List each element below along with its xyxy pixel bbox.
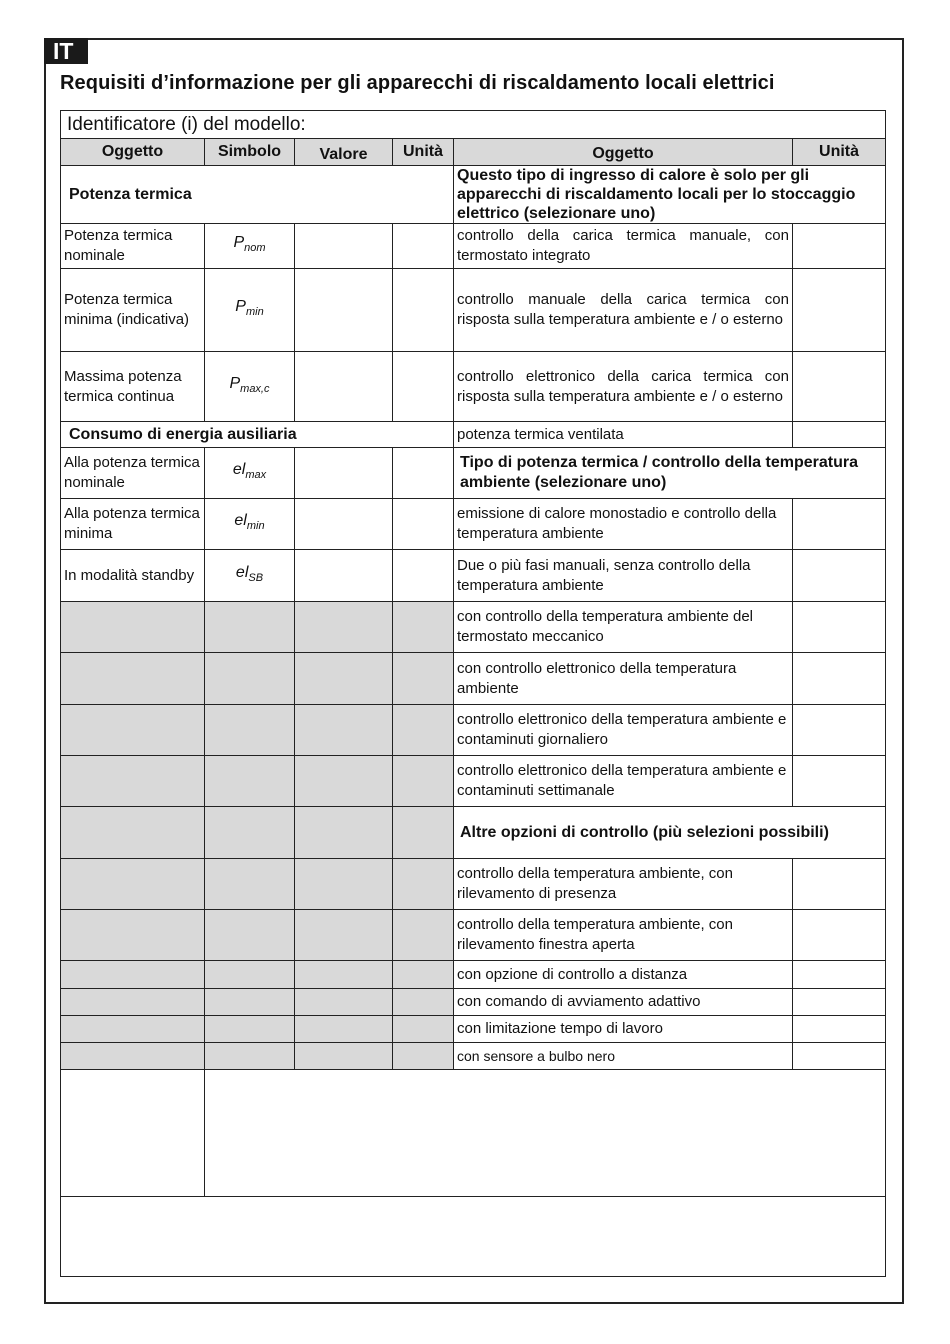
contact-label-cell[interactable]: [61, 1070, 205, 1197]
model-identifier[interactable]: Identificatore (i) del modello:: [61, 111, 886, 139]
value-cell[interactable]: [295, 448, 393, 499]
option-check-cell[interactable]: [793, 989, 886, 1016]
option-label: controllo elettronico della carica termica con risposta sulla temperatura ambiente e / o esterno: [454, 352, 793, 422]
blank-cell: [393, 653, 454, 705]
blank-cell: [61, 705, 205, 756]
option-check-cell[interactable]: [793, 910, 886, 961]
header-oggetto-2: Oggetto: [454, 139, 793, 166]
option-check-cell[interactable]: [793, 269, 886, 352]
section-heading-storage: Questo tipo di ingresso di calore è solo per gli apparecchi di riscaldamento locali per lo stoccaggio elettrico (selezionare uno): [454, 166, 886, 224]
option-label: controllo elettronico della temperatura ambiente e contaminuti settimanale: [454, 756, 793, 807]
unit-cell[interactable]: [393, 550, 454, 602]
language-badge: IT: [44, 38, 88, 64]
option-label: con controllo elettronico della temperatura ambiente: [454, 653, 793, 705]
blank-cell: [61, 602, 205, 653]
row-label: Alla potenza termica nominale: [61, 448, 205, 499]
option-check-cell[interactable]: [793, 756, 886, 807]
unit-cell[interactable]: [393, 224, 454, 269]
section-potenza-termica: Potenza termica: [61, 166, 454, 224]
row-label: Potenza termica minima (indicativa): [61, 269, 205, 352]
blank-cell: [393, 1016, 454, 1043]
blank-cell: [205, 602, 295, 653]
blank-cell: [393, 1043, 454, 1070]
blank-cell: [295, 602, 393, 653]
blank-cell: [205, 910, 295, 961]
blank-cell: [205, 859, 295, 910]
section-consumo: Consumo di energia ausiliaria: [61, 422, 454, 448]
value-cell[interactable]: [295, 269, 393, 352]
footer-cell[interactable]: [61, 1197, 886, 1277]
row-label: Potenza termica nominale: [61, 224, 205, 269]
option-label: potenza termica ventilata: [454, 422, 793, 448]
blank-cell: [61, 1043, 205, 1070]
value-cell[interactable]: [295, 550, 393, 602]
blank-cell: [393, 961, 454, 989]
option-check-cell[interactable]: [793, 705, 886, 756]
blank-cell: [393, 989, 454, 1016]
option-check-cell[interactable]: [793, 653, 886, 705]
blank-cell: [61, 807, 205, 859]
blank-cell: [61, 653, 205, 705]
info-table: [60, 110, 886, 1277]
blank-cell: [393, 807, 454, 859]
option-check-cell[interactable]: [793, 550, 886, 602]
blank-cell: [295, 989, 393, 1016]
symbol: $el_{max}$: [205, 448, 295, 499]
option-check-cell[interactable]: [793, 602, 886, 653]
option-check-cell[interactable]: [793, 422, 886, 448]
blank-cell: [295, 961, 393, 989]
unit-cell[interactable]: [393, 499, 454, 550]
value-cell[interactable]: [295, 224, 393, 269]
header-valore: Valore: [295, 139, 393, 166]
option-label: Due o più fasi manuali, senza controllo della temperatura ambiente: [454, 550, 793, 602]
blank-cell: [295, 756, 393, 807]
header-unita-2: Unità: [793, 139, 886, 166]
value-cell[interactable]: [295, 499, 393, 550]
symbol: $el_{SB}$: [205, 550, 295, 602]
option-check-cell[interactable]: [793, 1043, 886, 1070]
symbol: $P_{nom}$: [205, 224, 295, 269]
row-label: Alla potenza termica minima: [61, 499, 205, 550]
section-heading-other-options: Altre opzioni di controllo (più selezioni possibili): [454, 807, 886, 859]
contact-details-cell[interactable]: [205, 1070, 886, 1197]
blank-cell: [205, 653, 295, 705]
blank-cell: [295, 653, 393, 705]
blank-cell: [61, 961, 205, 989]
blank-cell: [393, 859, 454, 910]
symbol: $el_{min}$: [205, 499, 295, 550]
option-label: controllo elettronico della temperatura ambiente e contaminuti giornaliero: [454, 705, 793, 756]
blank-cell: [61, 910, 205, 961]
blank-cell: [205, 756, 295, 807]
option-label: con sensore a bulbo nero: [454, 1043, 793, 1070]
option-check-cell[interactable]: [793, 352, 886, 422]
blank-cell: [61, 859, 205, 910]
option-check-cell[interactable]: [793, 1016, 886, 1043]
option-label: controllo della carica termica manuale, con termostato integrato: [454, 224, 793, 269]
option-check-cell[interactable]: [793, 859, 886, 910]
option-label: controllo della temperatura ambiente, con rilevamento finestra aperta: [454, 910, 793, 961]
page-title: Requisiti d’informazione per gli apparecchi di riscaldamento locali elettrici: [60, 72, 775, 94]
symbol: $P_{max,c}$: [205, 352, 295, 422]
blank-cell: [205, 807, 295, 859]
blank-cell: [393, 705, 454, 756]
blank-cell: [61, 989, 205, 1016]
blank-cell: [205, 989, 295, 1016]
option-label: emissione di calore monostadio e controllo della temperatura ambiente: [454, 499, 793, 550]
symbol: $P_{min}$: [205, 269, 295, 352]
option-label: con opzione di controllo a distanza: [454, 961, 793, 989]
row-label: In modalità standby: [61, 550, 205, 602]
blank-cell: [393, 910, 454, 961]
header-oggetto: Oggetto: [61, 139, 205, 166]
option-label: con comando di avviamento adattivo: [454, 989, 793, 1016]
blank-cell: [295, 859, 393, 910]
blank-cell: [393, 602, 454, 653]
unit-cell[interactable]: [393, 448, 454, 499]
option-check-cell[interactable]: [793, 961, 886, 989]
blank-cell: [295, 705, 393, 756]
blank-cell: [205, 961, 295, 989]
value-cell[interactable]: [295, 352, 393, 422]
option-label: controllo manuale della carica termica con risposta sulla temperatura ambiente e / o esterno: [454, 269, 793, 352]
option-check-cell[interactable]: [793, 224, 886, 269]
blank-cell: [61, 1016, 205, 1043]
blank-cell: [61, 756, 205, 807]
blank-cell: [295, 1016, 393, 1043]
unit-cell[interactable]: [393, 352, 454, 422]
blank-cell: [205, 1016, 295, 1043]
row-label: Massima potenza termica continua: [61, 352, 205, 422]
option-label: con limitazione tempo di lavoro: [454, 1016, 793, 1043]
blank-cell: [205, 1043, 295, 1070]
unit-cell[interactable]: [393, 269, 454, 352]
header-simbolo: Simbolo: [205, 139, 295, 166]
option-check-cell[interactable]: [793, 499, 886, 550]
blank-cell: [295, 1043, 393, 1070]
option-label: con controllo della temperatura ambiente del termostato meccanico: [454, 602, 793, 653]
option-label: controllo della temperatura ambiente, con rilevamento di presenza: [454, 859, 793, 910]
section-heading-control-type: Tipo di potenza termica / controllo della temperatura ambiente (selezionare uno): [454, 448, 886, 499]
blank-cell: [295, 910, 393, 961]
header-unita: Unità: [393, 139, 454, 166]
blank-cell: [205, 705, 295, 756]
blank-cell: [393, 756, 454, 807]
blank-cell: [295, 807, 393, 859]
